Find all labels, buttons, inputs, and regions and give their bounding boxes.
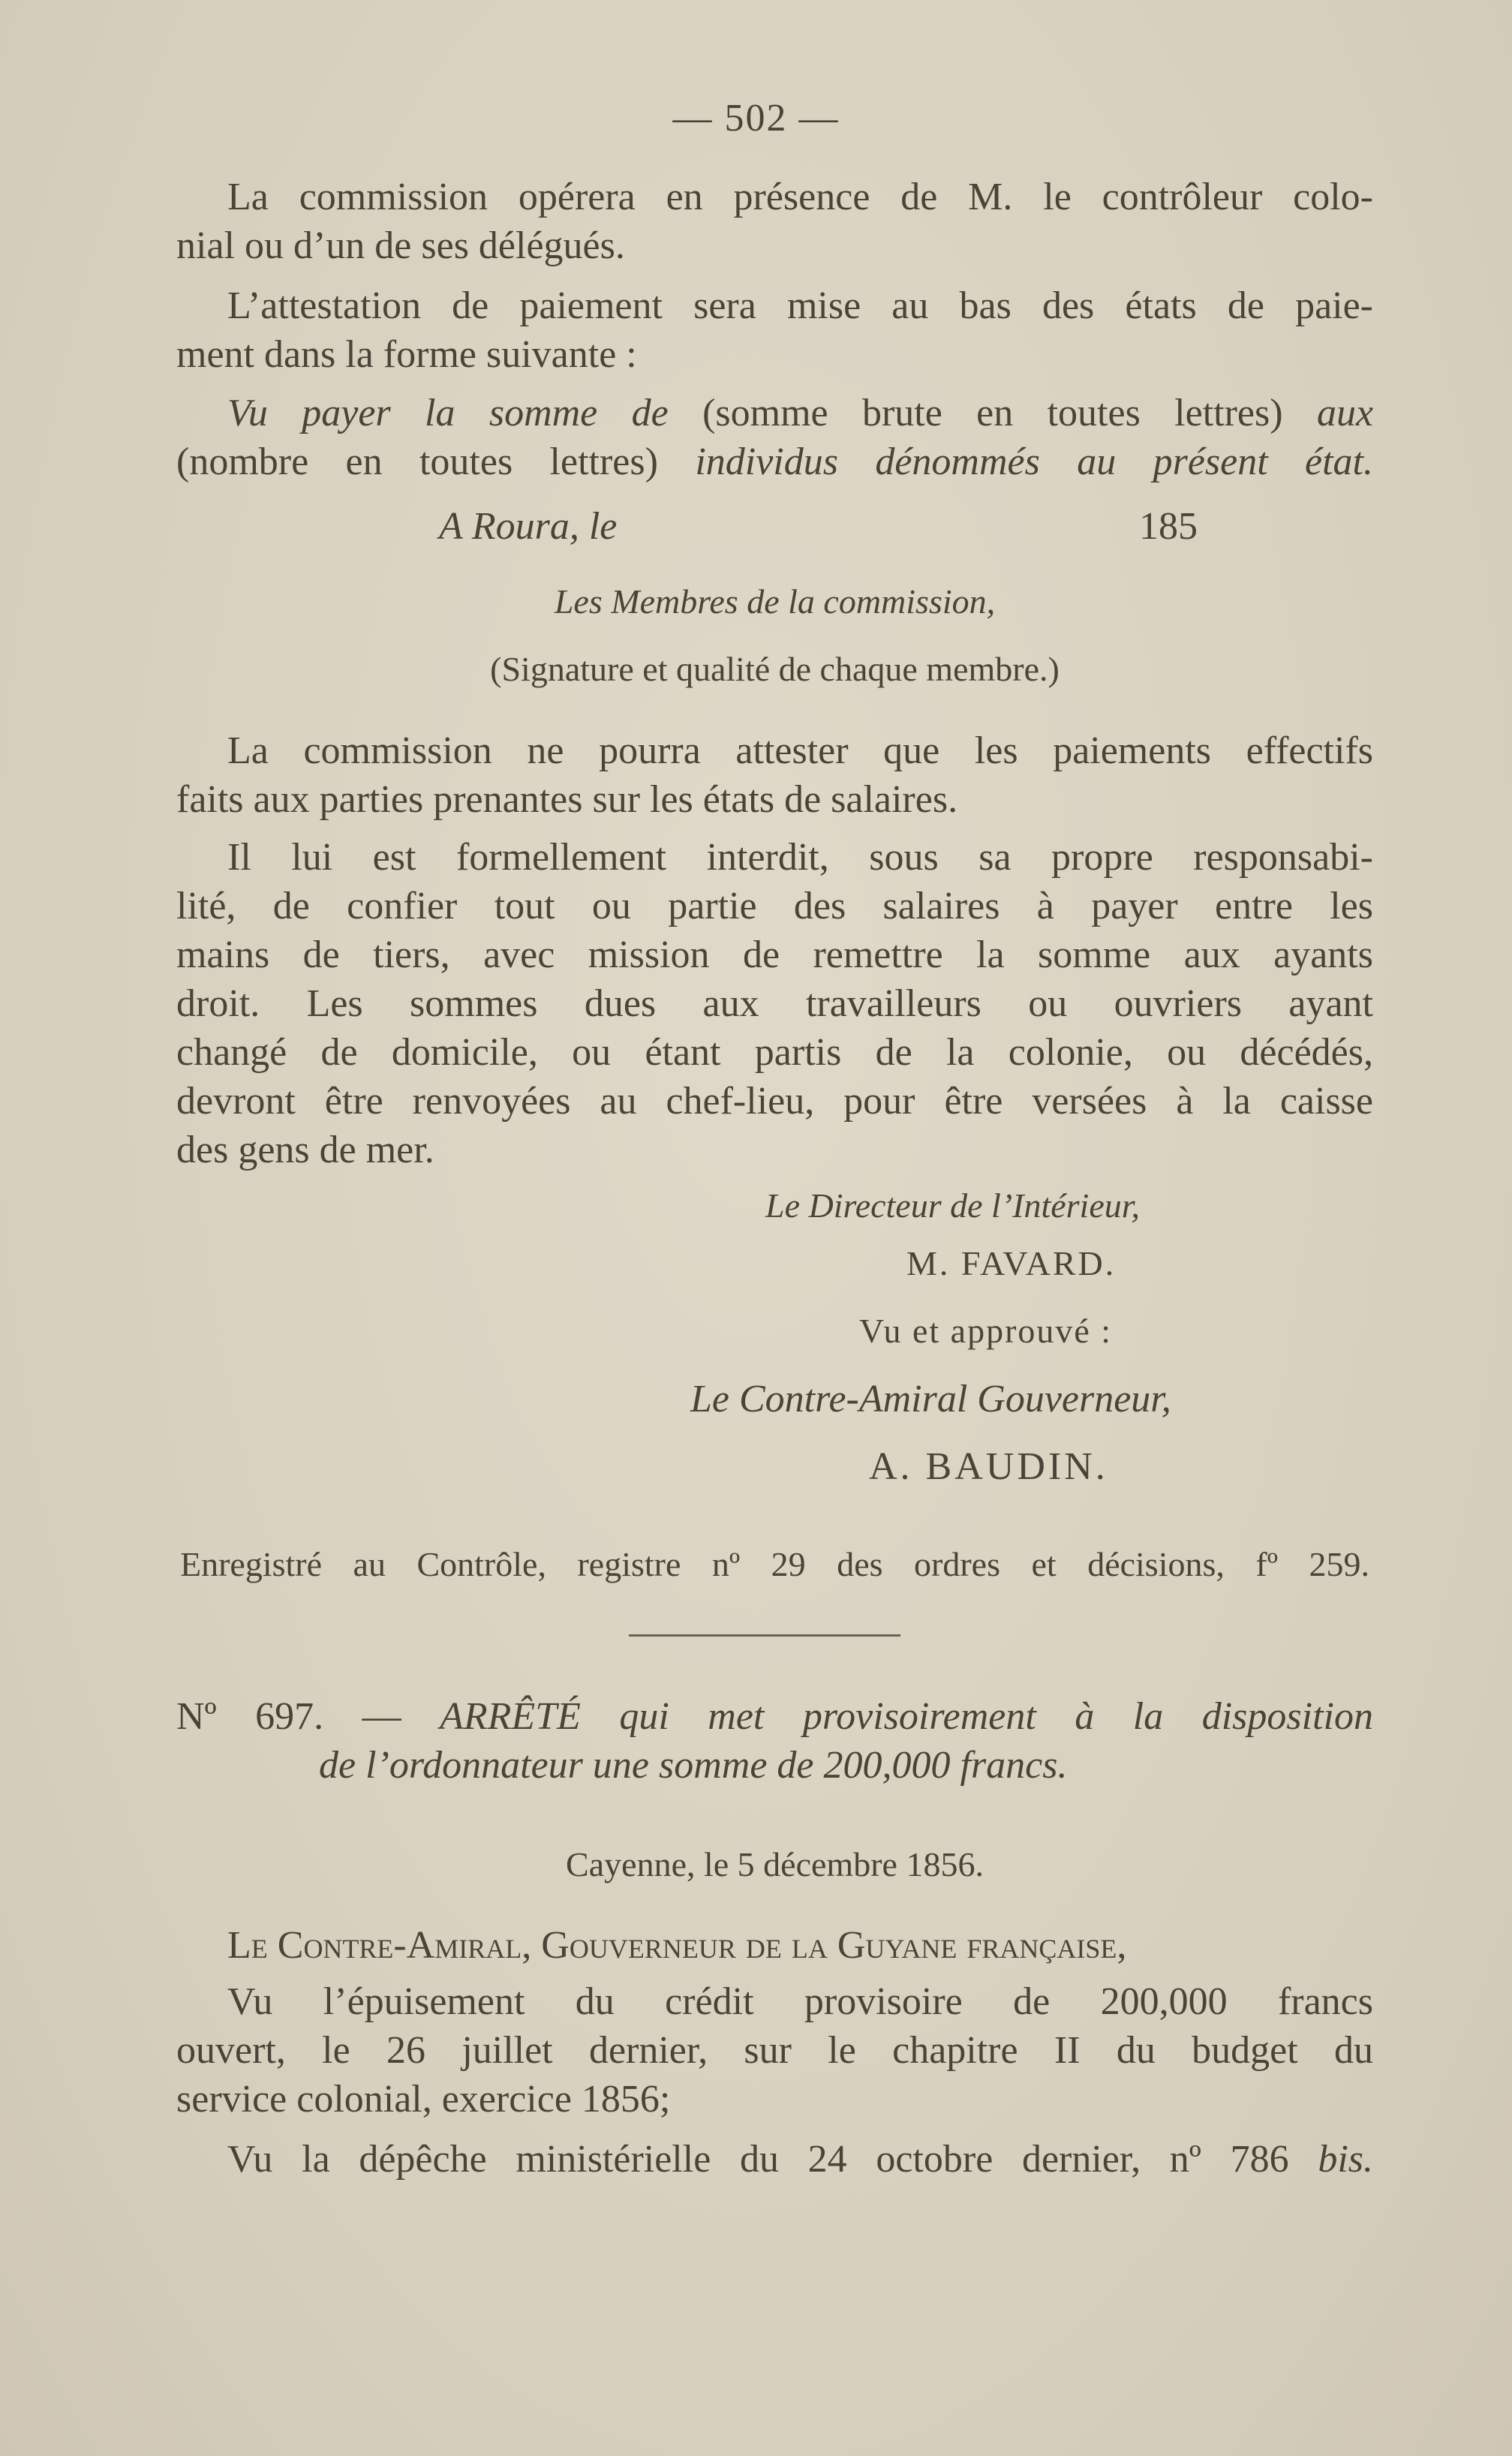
text-line: des gens de mer. — [176, 1129, 434, 1171]
arrete-title: de l’ordonnateur une somme de 200,000 francs. — [319, 1744, 1068, 1787]
text-line: La commission ne pourra attester que les paiements effectifs — [227, 729, 1373, 772]
text-line: mains de tiers, avec mission de remettre la somme aux ayants — [176, 933, 1373, 976]
paragraph-depeche — [176, 2135, 1373, 2184]
page-number: — 502 — — [672, 97, 840, 140]
text-line: nial ou d’un de ses délégués. — [176, 224, 625, 267]
text-line: Vu l’épuisement du crédit provisoire de 200,000 francs — [227, 1980, 1373, 2023]
arrete-number: Nº 697. — [176, 1695, 324, 1738]
section-divider — [629, 1634, 900, 1637]
place-date-label: A Roura, le — [439, 505, 618, 548]
text-line: lité, de confier tout ou partie des salaires à payer entre les — [176, 885, 1373, 927]
paragraph-attest-limits — [176, 726, 1373, 824]
preamble — [176, 1921, 1373, 1970]
paragraph-attestation — [176, 281, 1373, 379]
governor-title: Le Contre-Amiral Gouverneur, — [690, 1378, 1171, 1420]
text-line: Le Contre-Amiral, Gouverneur de la Guyane française, — [227, 1924, 1127, 1967]
director-title: Le Directeur de l’Intérieur, — [765, 1186, 1141, 1225]
text-line: ment dans la forme suivante : — [176, 333, 637, 376]
arrete-title: ARRÊTÉ qui met provisoirement à la disposition — [440, 1695, 1373, 1738]
text-line: service colonial, exercice 1856; — [176, 2078, 671, 2121]
formula-text: aux — [1316, 392, 1374, 434]
text-line: bis. — [1318, 2138, 1374, 2181]
dateline: Cayenne, le 5 décembre 1856. — [566, 1845, 984, 1883]
text-line: L’attestation de paiement sera mise au bas des états de paie- — [227, 284, 1373, 327]
paragraph-interdiction — [176, 833, 1373, 1174]
formula-placeholder: (somme brute en toutes lettres) — [702, 392, 1283, 434]
formula-text: Vu payer la somme de — [227, 392, 669, 434]
text-line: faits aux parties prenantes sur les états de salaires. — [176, 778, 958, 821]
text-line: Vu la dépêche ministérielle du 24 octobre dernier, nº 786 — [227, 2138, 1289, 2181]
formula-placeholder: (nombre en toutes lettres) — [176, 440, 658, 483]
text-line: La commission opérera en présence de M. le contrôleur colo- — [227, 176, 1373, 218]
approved-label: Vu et approuvé : — [859, 1312, 1113, 1350]
commission-members-title: Les Membres de la commission, — [554, 582, 996, 621]
paragraph-credit — [176, 1977, 1373, 2124]
arrete-dash: — — [362, 1695, 401, 1738]
director-name: M. FAVARD. — [906, 1244, 1117, 1282]
place-date-year: 185 — [1139, 505, 1198, 548]
arrete-heading — [176, 1692, 1373, 1790]
commission-members-signature: (Signature et qualité de chaque membre.) — [490, 650, 1060, 688]
text-line: droit. Les sommes dues aux travailleurs ou ouvriers ayant — [176, 982, 1373, 1025]
text-line: devront être renvoyées au chef-lieu, pour être versées à la caisse — [176, 1080, 1373, 1123]
formula-text: individus dénommés au présent état. — [695, 440, 1374, 483]
registration-note: Enregistré au Contrôle, registre nº 29 des ordres et décisions, fº 259. — [180, 1545, 1369, 1583]
text-line: changé de domicile, ou étant partis de la colonie, ou décédés, — [176, 1031, 1373, 1074]
governor-name: A. BAUDIN. — [869, 1445, 1108, 1488]
text-line: ouvert, le 26 juillet dernier, sur le chapitre II du budget du — [176, 2029, 1373, 2072]
paragraph-commission — [176, 173, 1373, 270]
text-line: Il lui est formellement interdit, sous sa propre responsabi- — [227, 836, 1373, 879]
payment-formula — [176, 389, 1373, 486]
